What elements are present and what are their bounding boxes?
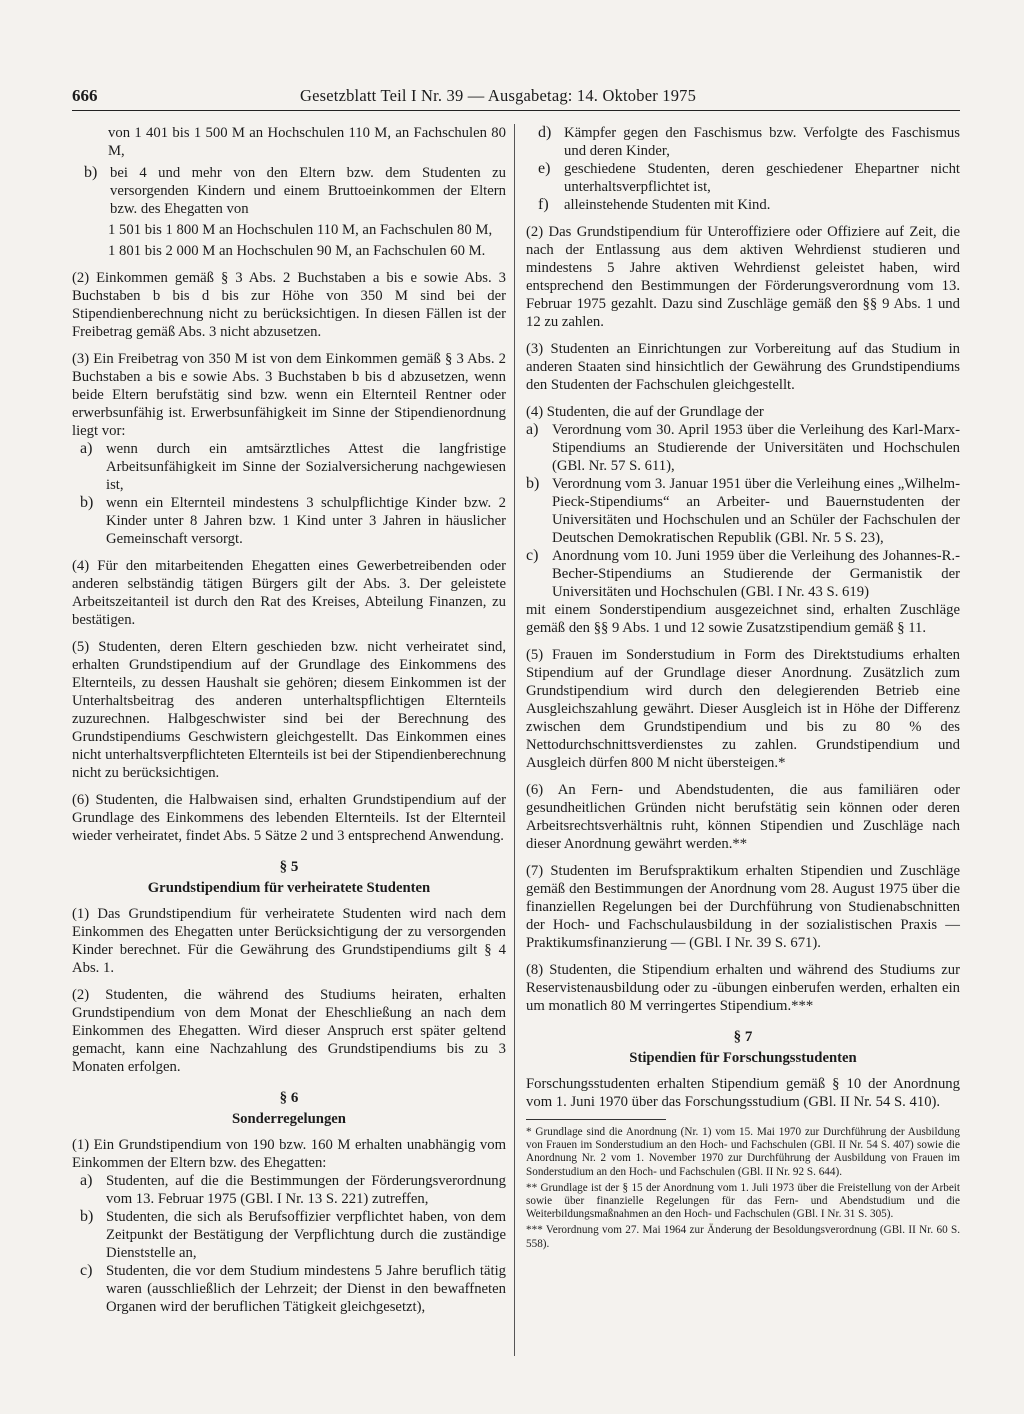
item-label: b) xyxy=(526,475,540,492)
page-number: 666 xyxy=(72,86,98,105)
item-text: wenn durch ein amtsärztliches Attest die langfristige Arbeitsunfähigkeit im Sinne der Sozialversicherung nachgewiesen ist, xyxy=(106,441,506,493)
item-text: Studenten, die sich als Berufsoffizier verpflichtet haben, von dem Zeitpunkt der Bestätigung der Verpflichtung durch die zuständige Dienststelle an, xyxy=(106,1209,506,1261)
paragraph: (6) An Fern- und Abendstudenten, die aus familiären oder gesundheitlichen Gründen nicht berufstätig sein können oder deren Arbeitsrechtsverhältnis ruht, können Stipendien und Zuschläge nach dieser Anordnung gewährt werden.** xyxy=(526,782,960,852)
list-item xyxy=(80,440,506,494)
list-item xyxy=(526,421,960,475)
list-item xyxy=(80,494,506,548)
paragraph: (5) Studenten, deren Eltern geschieden bzw. nicht verheiratet sind, erhalten Grundstipendium auf der Grundlage des Einkommens des Elternteils, zu dessen Haushalt sie gehören; diesem Einkommen ist der Unterhaltsbeitrag des anderen unterhaltspflichtigen Elternteils zuzurechnen. Halbgeschwister sind bei der Berechnung des Grundstipendiums Geschwistern gleichgestellt. Das Einkommen eines nicht unterhaltsverpflichteten Elternteils ist bei der Stipendienberechnung nicht zu berücksichtigen. xyxy=(72,639,506,781)
item-label: c) xyxy=(526,547,539,564)
footnotes xyxy=(526,1126,960,1251)
item-text: geschiedene Studenten, deren geschiedener Ehepartner nicht unterhaltsverpflichtet ist, xyxy=(564,161,960,195)
paragraph: (5) Frauen im Sonderstudium in Form des Direktstudiums erhalten Stipendium auf der Grundlage dieser Anordnung. Zusätzlich zum Grundstipendium wird durch den delegierenden Betrieb eine Ausgleichszahlung gewährt. Dieser Ausgleich ist in Höhe der Differenz zwischen dem Grundstipendium und bis zu 80 % des Nettodurchschnittsverdienstes zu zahlen. Grundstipendium und Ausgleich dürfen 800 M nicht übersteigen.* xyxy=(526,647,960,771)
item-text: Studenten, auf die die Bestimmungen der Förderungsverordnung vom 13. Februar 1975 (GBl. I Nr. 13 S. 221) zutreffen, xyxy=(106,1173,506,1207)
paragraph: (1) Ein Grundstipendium von 190 bzw. 160 M erhalten unabhängig vom Einkommen der Eltern bzw. des Ehegatten: xyxy=(72,1137,506,1171)
list-item xyxy=(80,1172,506,1208)
section-title: Stipendien für Forschungsstudenten xyxy=(629,1050,857,1066)
section-number: § 6 xyxy=(279,1090,299,1106)
paragraph: (3) Ein Freibetrag von 350 M ist von dem Einkommen gemäß § 3 Abs. 2 Buchstaben a bis e sowie Abs. 3 Buchstaben b bis d abzusetzen, wenn beide Eltern berufstätig sind bzw. wenn ein Elternteil Rentner oder erwerbsunfähig ist. Erwerbsunfähigkeit im Sinne der Stipendienordnung liegt vor: xyxy=(72,351,506,439)
item-text: bei 4 und mehr von den Eltern bzw. dem Studenten zu versorgenden Kindern und einem Bruttoeinkommen der Eltern bzw. des Ehegatten von xyxy=(110,165,506,217)
page-header xyxy=(72,84,960,111)
item-text: alleinstehende Studenten mit Kind. xyxy=(564,197,771,213)
footnote: *** Verordnung vom 27. Mai 1964 zur Änderung der Besoldungsverordnung (GBl. II Nr. 60 S. 558). xyxy=(526,1224,960,1250)
list-item xyxy=(538,196,960,214)
footnote: ** Grundlage ist der § 15 der Anordnung vom 1. Juli 1973 über die Freistellung von der Arbeit sowie über finanzielle Regelungen für das Fern- und Abendstudium und die Weiterbildungsmaßnahmen an den Hoch- und Fachschulen (GBl. I Nr. 31 S. 305). xyxy=(526,1181,960,1221)
section-title: Grundstipendium für verheiratete Studenten xyxy=(147,880,431,896)
list-item xyxy=(538,124,960,160)
paragraph: (1) Das Grundstipendium für verheiratete Studenten wird nach dem Einkommen des Ehegatten unter Berücksichtigung der zu versorgenden Kinder berechnet. Für die Gewährung des Grundstipendiums gilt § 4 Abs. 1. xyxy=(72,906,506,976)
item-text: Studenten, die vor dem Studium mindestens 5 Jahre beruflich tätig waren (ausschließlich der Lehrzeit; der Dienst in den bewaffneten Organen wird der beruflichen Tätigkeit gleichgesetzt), xyxy=(106,1263,506,1315)
item-text: Anordnung vom 10. Juni 1959 über die Verleihung des Johannes-R.-Becher-Stipendiums an Studierende der Germanistik der Universitäten und Hochschulen (GBl. I Nr. 43 S. 619) xyxy=(552,548,960,600)
footnote: * Grundlage sind die Anordnung (Nr. 1) vom 15. Mai 1970 zur Durchführung der Ausbildung von Frauen im Sonderstudium an den Hoch- und Fachschulen (GBl. II Nr. 54 S. 407) sowie die Anordnung Nr. 2 vom 1. November 1970 zur Durchführung der Ausbildung von Frauen im Sonderstudium an den Hoch- und Fachschulen (GBl. II Nr. 92 S. 644). xyxy=(526,1126,960,1178)
item-label: b) xyxy=(80,494,94,511)
paragraph: Forschungsstudenten erhalten Stipendium gemäß § 10 der Anordnung vom 1. Juni 1970 über das Forschungsstudium (GBl. II Nr. 54 S. 410). xyxy=(526,1076,960,1110)
section-title: Sonderregelungen xyxy=(232,1111,346,1127)
paragraph: (7) Studenten im Berufspraktikum erhalten Stipendien und Zuschläge gemäß den Bestimmungen der Anordnung vom 28. August 1975 über die finanziellen Regelungen bei der Durchführung von Studienabschnitten der Hoch- und Fachschulausbildung in der sozialistischen Praxis — Praktikumsfinanzierung — (GBl. I Nr. 39 S. 671). xyxy=(526,863,960,951)
paragraph: (3) Studenten an Einrichtungen zur Vorbereitung auf das Studium in anderen Staaten sind hinsichtlich der Gewährung des Grundstipendiums den Studenten der Fachschulen gleichgestellt. xyxy=(526,341,960,393)
item-text: wenn ein Elternteil mindestens 3 schulpflichtige Kinder bzw. 2 Kinder unter 8 Jahren bzw. 1 Kind unter 3 Jahren in häuslicher Gemeinschaft versorgt. xyxy=(106,495,506,547)
item-label: f) xyxy=(538,196,549,213)
item-label: d) xyxy=(538,124,552,141)
section-number: § 7 xyxy=(733,1029,753,1045)
list-item xyxy=(526,547,960,601)
item-label: a) xyxy=(80,1172,93,1189)
item-text: Verordnung vom 30. April 1953 über die Verleihung des Karl-Marx-Stipendiums an Studierende der Universitäten und Hochschulen (GBl. Nr. 57 S. 611), xyxy=(552,422,960,474)
item-label: a) xyxy=(526,421,539,438)
running-title: Gesetzblatt Teil I Nr. 39 — Ausgabetag: 14. Oktober 1975 xyxy=(300,86,697,105)
list-item xyxy=(80,1208,506,1262)
item-label: b) xyxy=(80,1208,94,1225)
list-item xyxy=(538,160,960,196)
paragraph: 1 801 bis 2 000 M an Hochschulen 90 M, an Fachschulen 60 M. xyxy=(108,243,486,259)
paragraph: (8) Studenten, die Stipendium erhalten und während des Studiums zur Reservistenausbildung oder zu -übungen einberufen werden, erhalten ein um monatlich 80 M verringertes Stipendium.*** xyxy=(526,962,960,1014)
left-column xyxy=(72,124,506,1316)
paragraph: (2) Das Grundstipendium für Unteroffiziere oder Offiziere auf Zeit, die nach der Entlassung aus dem aktiven Wehrdienst studieren und mindestens 5 Jahre aktiven Wehrdienst geleistet haben, wird entsprechend den Bestimmungen der Förderungsverordnung vom 13. Februar 1975 gezahlt. Dazu sind Zuschläge gemäß den §§ 9 Abs. 1 und 12 zu zahlen. xyxy=(526,224,960,330)
item-label: c) xyxy=(80,1262,93,1279)
paragraph: 1 501 bis 1 800 M an Hochschulen 110 M, an Fachschulen 80 M, xyxy=(108,222,493,238)
paragraph: (2) Studenten, die während des Studiums heiraten, erhalten Grundstipendium von dem Monat der Eheschließung an nach dem Einkommen des Ehegatten. Wird dieser Anspruch erst später geltend gemacht, kann eine Nachzahlung des Grundstipendiums bis zu 3 Monaten erfolgen. xyxy=(72,987,506,1075)
list-item xyxy=(84,164,506,218)
paragraph: (4) Für den mitarbeitenden Ehegatten eines Gewerbetreibenden oder anderen selbständig tätigen Bürgers gilt der Abs. 3. Der geleistete Arbeitszeitanteil ist durch den Rat des Kreises, Abteilung Finanzen, zu bestätigen. xyxy=(72,558,506,628)
item-label: a) xyxy=(80,440,93,457)
footnote-divider xyxy=(526,1119,666,1120)
item-text: Verordnung vom 3. Januar 1951 über die Verleihung eines „Wilhelm-Pieck-Stipendiums“ an Arbeiter- und Bauernstudenten der Universitäten und Hochschulen und an Schüler der Fachschulen der Deutschen Demokratischen Republik (GBl. Nr. 5 S. 23), xyxy=(552,476,960,546)
list-item xyxy=(526,475,960,547)
paragraph: mit einem Sonderstipendium ausgezeichnet sind, erhalten Zuschläge gemäß den §§ 9 Abs. 1 und 12 sowie Zusatzstipendium gemäß § 11. xyxy=(526,602,960,636)
paragraph: (6) Studenten, die Halbwaisen sind, erhalten Grundstipendium auf der Grundlage des Einkommens des lebenden Elternteils. Ist der Elternteil wieder verheiratet, findet Abs. 5 Sätze 2 und 3 entsprechend Anwendung. xyxy=(72,792,506,844)
paragraph: (2) Einkommen gemäß § 3 Abs. 2 Buchstaben a bis e sowie Abs. 3 Buchstaben b bis d bis zur Höhe von 350 M sind bei der Stipendienberechnung nicht zu berücksichtigen. In diesen Fällen ist der Freibetrag gemäß Abs. 3 nicht abzusetzen. xyxy=(72,270,506,340)
section-number: § 5 xyxy=(279,859,299,875)
item-label: b) xyxy=(84,164,98,181)
paragraph: (4) Studenten, die auf der Grundlage der xyxy=(526,404,764,420)
column-divider xyxy=(514,124,515,1356)
right-column xyxy=(526,124,960,1254)
item-text: Kämpfer gegen den Faschismus bzw. Verfolgte des Faschismus und deren Kinder, xyxy=(564,125,960,159)
item-label: e) xyxy=(538,160,551,177)
list-item xyxy=(80,1262,506,1316)
paragraph: von 1 401 bis 1 500 M an Hochschulen 110 M, an Fachschulen 80 M, xyxy=(108,125,506,159)
